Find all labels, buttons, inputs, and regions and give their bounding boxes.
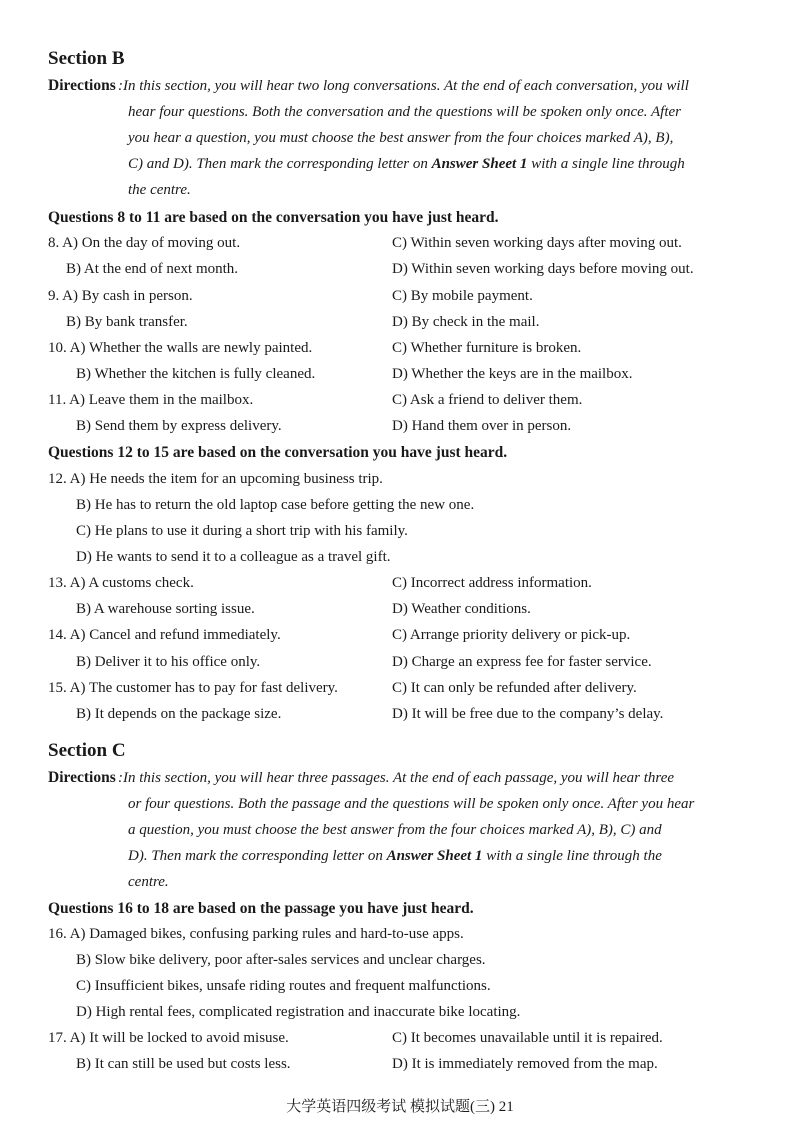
q16-option-b: B) Slow bike delivery, poor after-sales services and unclear charges.: [76, 952, 486, 968]
directions-text: with a single line through: [527, 156, 685, 172]
q11-option-a: 11. A) Leave them in the mailbox.: [48, 392, 254, 408]
q8-option-a: 8. A) On the day of moving out.: [48, 235, 241, 251]
q17-option-c: C) It becomes unavailable until it is repaired.: [392, 1030, 663, 1046]
q17-option-b: B) It can still be used but costs less.: [76, 1056, 291, 1072]
q11-option-d: D) Hand them over in person.: [392, 418, 572, 434]
section-c-directions-line-5: centre.: [128, 874, 169, 890]
q17-option-d: D) It is immediately removed from the map.: [392, 1056, 658, 1072]
q9-option-b: B) By bank transfer.: [66, 314, 188, 330]
q16-option-a: 16. A) Damaged bikes, confusing parking rules and hard-to-use apps.: [48, 926, 464, 942]
section-b-directions-line-4: [128, 156, 685, 173]
q15-option-b: B) It depends on the package size.: [76, 706, 282, 722]
section-c-directions-line-3: a question, you must choose the best answer from the four choices marked A), B), C) and: [128, 822, 662, 838]
q13-option-b: B) A warehouse sorting issue.: [76, 601, 255, 617]
questions-12-15-heading: Questions 12 to 15 are based on the conversation you have just heard.: [48, 444, 508, 461]
directions-text: C) and D). Then mark the corresponding letter on: [128, 156, 432, 172]
q15-option-d: D) It will be free due to the company’s delay.: [392, 706, 664, 722]
q15-option-a: 15. A) The customer has to pay for fast delivery.: [48, 680, 338, 696]
q11-option-b: B) Send them by express delivery.: [76, 418, 282, 434]
q13-option-c: C) Incorrect address information.: [392, 575, 592, 591]
q16-option-c: C) Insufficient bikes, unsafe riding routes and frequent malfunctions.: [76, 978, 491, 994]
q8-option-d: D) Within seven working days before moving out.: [392, 261, 694, 277]
q13-option-d: D) Weather conditions.: [392, 601, 531, 617]
q9-option-c: C) By mobile payment.: [392, 288, 533, 304]
q12-option-d: D) He wants to send it to a colleague as a travel gift.: [76, 549, 391, 565]
answer-sheet-ref: Answer Sheet 1: [386, 848, 483, 864]
q14-option-d: D) Charge an express fee for faster service.: [392, 654, 652, 670]
q12-option-c: C) He plans to use it during a short trip with his family.: [76, 523, 408, 539]
q11-option-c: C) Ask a friend to deliver them.: [392, 392, 583, 408]
q14-option-c: C) Arrange priority delivery or pick-up.: [392, 627, 631, 643]
page-footer: 大学英语四级考试 模拟试题(三) 21: [286, 1099, 514, 1115]
q9-option-a: 9. A) By cash in person.: [48, 288, 193, 304]
q8-option-b: B) At the end of next month.: [66, 261, 239, 277]
section-b-directions-line-5: the centre.: [128, 182, 191, 198]
section-c-title: Section C: [48, 740, 126, 761]
section-b-title: Section B: [48, 48, 125, 69]
section-c-directions-label: Directions: [48, 769, 116, 786]
section-c-directions-line-4: [128, 848, 662, 865]
section-b-directions-label: Directions: [48, 77, 116, 94]
q9-option-d: D) By check in the mail.: [392, 314, 540, 330]
section-b-directions-line-1: :In this section, you will hear two long conversations. At the end of each conversation, you will: [118, 78, 689, 94]
directions-text: D). Then mark the corresponding letter on: [128, 848, 387, 864]
questions-8-11-heading: Questions 8 to 11 are based on the conversation you have just heard.: [48, 209, 499, 226]
q16-option-d: D) High rental fees, complicated registration and inaccurate bike locating.: [76, 1004, 521, 1020]
q13-option-a: 13. A) A customs check.: [48, 575, 194, 591]
section-c-directions-line-1: :In this section, you will hear three passages. At the end of each passage, you will hear three: [118, 770, 675, 786]
q17-option-a: 17. A) It will be locked to avoid misuse.: [48, 1030, 289, 1046]
q14-option-a: 14. A) Cancel and refund immediately.: [48, 627, 281, 643]
directions-text: with a single line through the: [482, 848, 662, 864]
q10-option-c: C) Whether furniture is broken.: [392, 340, 582, 356]
q12-option-a: 12. A) He needs the item for an upcoming business trip.: [48, 471, 383, 487]
q15-option-c: C) It can only be refunded after delivery.: [392, 680, 637, 696]
q14-option-b: B) Deliver it to his office only.: [76, 654, 261, 670]
q12-option-b: B) He has to return the old laptop case before getting the new one.: [76, 497, 475, 513]
questions-16-18-heading: Questions 16 to 18 are based on the passage you have just heard.: [48, 900, 474, 917]
q10-option-b: B) Whether the kitchen is fully cleaned.: [76, 366, 316, 382]
q10-option-d: D) Whether the keys are in the mailbox.: [392, 366, 633, 382]
q10-option-a: 10. A) Whether the walls are newly painted.: [48, 340, 313, 356]
section-b-directions-line-2: hear four questions. Both the conversation and the questions will be spoken only once. After: [128, 104, 681, 120]
answer-sheet-ref: Answer Sheet 1: [431, 156, 528, 172]
q8-option-c: C) Within seven working days after moving out.: [392, 235, 682, 251]
section-c-directions-line-2: or four questions. Both the passage and the questions will be spoken only once. After you hear: [128, 796, 695, 812]
section-b-directions-line-3: you hear a question, you must choose the best answer from the four choices marked A), B),: [128, 130, 674, 146]
